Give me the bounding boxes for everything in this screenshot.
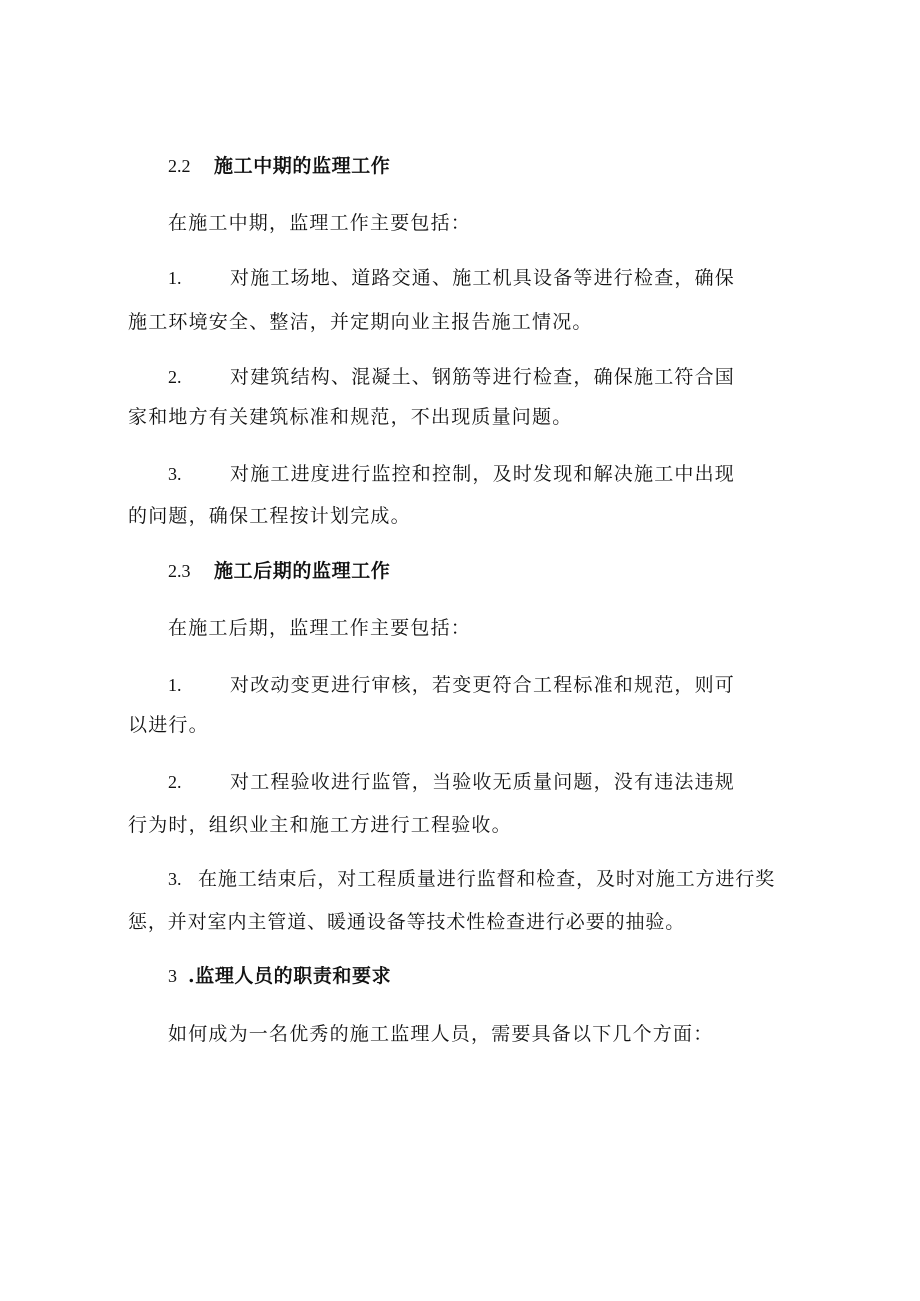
intro-text: 在施工后期，监理工作主要包括： (168, 617, 472, 639)
section-title: 施工中期的监理工作 (214, 155, 391, 177)
list-item-2-3-2 (0, 769, 920, 795)
list-item-2-3-3-cont (0, 909, 920, 935)
list-item-2-2-2-cont (0, 404, 920, 430)
list-item-2-2-1 (0, 265, 920, 291)
list-item-2-2-1-cont (0, 309, 920, 335)
item-number: 1. (168, 675, 182, 695)
list-item-2-3-1 (0, 672, 920, 698)
section-intro-2-3 (0, 615, 920, 641)
item-number: 1. (168, 268, 182, 288)
item-text-line1: 对工程验收进行监管，当验收无质量问题，没有违法违规 (230, 771, 736, 793)
section-title: .监理人员的职责和要求 (188, 965, 392, 987)
section-heading-3 (0, 963, 920, 989)
item-text-line2: 行为时，组织业主和施工方进行工程验收。 (128, 814, 512, 836)
section-number: 2.2 (168, 156, 191, 176)
section-number: 2.3 (168, 561, 191, 581)
item-text-line2: 惩，并对室内主管道、暖通设备等技术性检查进行必要的抽验。 (128, 911, 686, 933)
intro-text: 如何成为一名优秀的施工监理人员，需要具备以下几个方面： (168, 1023, 714, 1045)
item-text-line1: 对施工进度进行监控和控制，及时发现和解决施工中出现 (230, 463, 736, 485)
item-number: 2. (168, 772, 182, 792)
item-text-line1: 对改动变更进行审核，若变更符合工程标准和规范，则可 (230, 674, 736, 696)
item-text-line1: 在施工结束后，对工程质量进行监督和检查，及时对施工方进行奖 (198, 868, 776, 890)
item-number: 3. (168, 869, 182, 889)
list-item-2-3-3 (0, 866, 920, 892)
item-text-line2: 家和地方有关建筑标准和规范，不出现质量问题。 (128, 406, 573, 428)
item-text-line1: 对施工场地、道路交通、施工机具设备等进行检查，确保 (230, 267, 736, 289)
section-intro-2-2 (0, 210, 920, 236)
item-text-line2: 施工环境安全、整洁，并定期向业主报告施工情况。 (128, 311, 593, 333)
item-text-line1: 对建筑结构、混凝土、钢筋等进行检查，确保施工符合国 (230, 366, 736, 388)
section-title: 施工后期的监理工作 (214, 560, 391, 582)
list-item-2-2-3-cont (0, 503, 920, 529)
item-text-line2: 以进行。 (128, 714, 209, 736)
section-heading-2-3 (0, 558, 920, 584)
item-number: 2. (168, 367, 182, 387)
section-number: 3 (168, 966, 177, 986)
list-item-2-3-1-cont (0, 712, 920, 738)
list-item-2-3-2-cont (0, 812, 920, 838)
section-intro-3 (0, 1021, 920, 1047)
list-item-2-2-2 (0, 364, 920, 390)
list-item-2-2-3 (0, 461, 920, 487)
item-text-line2: 的问题，确保工程按计划完成。 (128, 505, 411, 527)
intro-text: 在施工中期，监理工作主要包括： (168, 212, 472, 234)
item-number: 3. (168, 464, 182, 484)
section-heading-2-2 (0, 153, 920, 179)
